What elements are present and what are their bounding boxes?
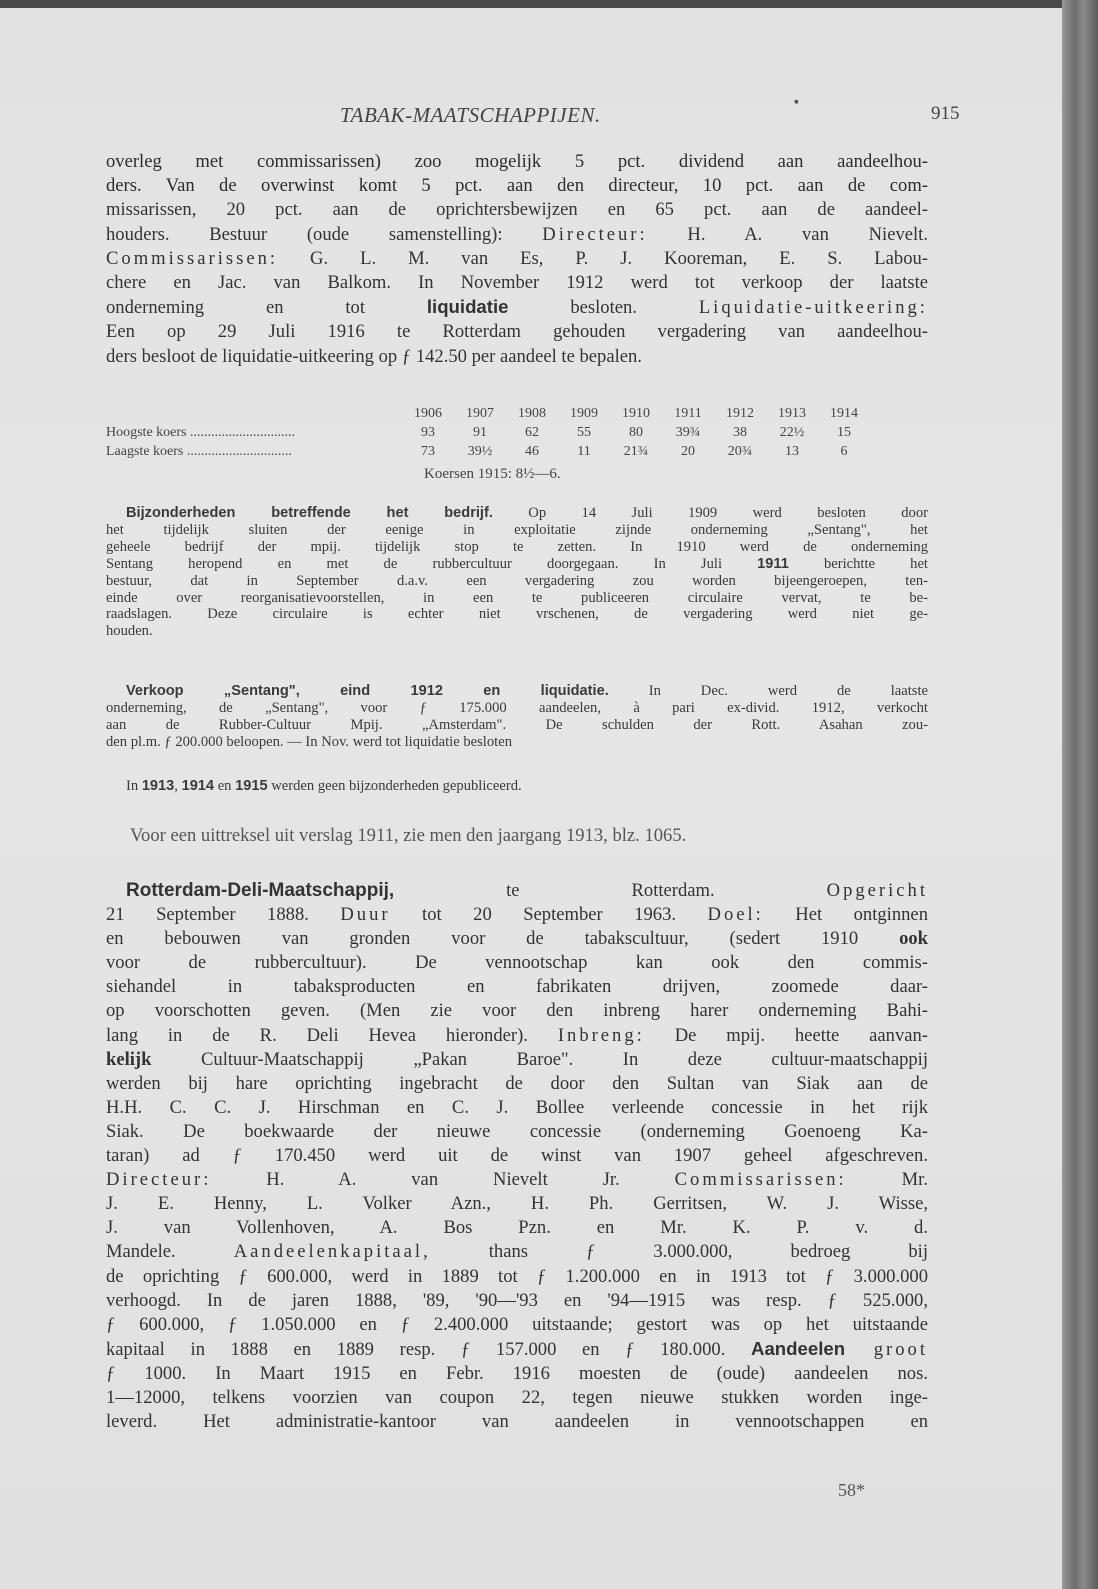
text-line: siehandel in tabaksproducten en fabrikaten drijven, zoomede daar- [106, 976, 928, 998]
row-label: Hoogste koers .............................. [106, 425, 295, 440]
label-commissarissen: Commissarissen: [674, 1169, 847, 1191]
text-line: overleg met commissarissen) zoo mogelijk 5 pct. dividend aan aandeelhou- [106, 151, 928, 172]
text-line: H.H. C. C. J. Hirschman en C. J. Bollee verleende concessie in het rijk [106, 1096, 928, 1118]
text-line: aan de Rubber-Cultuur Mpij. „Amsterdam". De schulden der Rott. Asahan zou- [106, 716, 928, 733]
section-heading: Verkoop „Sentang", eind 1912 en liquidatie. [126, 683, 609, 699]
table-cell: 21¾ [623, 444, 649, 459]
section-heading: Bijzonderheden betreffende het bedrijf. [126, 505, 493, 521]
text-line: Commissarissen: G. L. M. van Es, P. J. Kooreman, E. S. Labou- [106, 247, 928, 269]
paragraph-bijzonderheden [106, 505, 928, 640]
text-line: Een op 29 Juli 1916 te Rotterdam gehouden vergadering van aandeelhou- [106, 321, 928, 343]
text-line: lang in de R. Deli Hevea hieronder). Inbreng: De mpij. heette aanvan- [106, 1024, 928, 1046]
table-footnote: Koersen 1915: 8½—6. [424, 466, 561, 482]
text-line: verhoogd. In de jaren 1888, '89, '90—'93 en '94—1915 was resp. ƒ 525.000, [106, 1289, 928, 1311]
label-opgericht: Opgericht [826, 880, 928, 901]
text-line: raadslagen. Deze circulaire is echter niet vrschenen, de vergadering werd niet ge- [106, 606, 928, 623]
running-head-title: TABAK-MAATSCHAPPIJEN. [340, 103, 601, 127]
table-cell: 13 [785, 444, 799, 459]
text-line: ders besloot de liquidatie-uitkeering op ƒ 142.50 per aandeel te bepalen. [106, 345, 642, 367]
text-line: Siak. De boekwaarde der nieuwe concessie (onderneming Goenoeng Ka- [106, 1120, 928, 1142]
text-line: Mandele. Aandeelenkapitaal, thans ƒ 3.000.000, bedroeg bij [106, 1241, 928, 1263]
paragraph-verkoop-sentang [106, 683, 928, 751]
label-liquidatie-uitkeering: Liquidatie-uitkeering: [698, 297, 928, 319]
table-cell: 38 [733, 425, 747, 440]
scan-top-border [0, 0, 1098, 8]
text-line: en bebouwen van gronden voor de tabakscultuur, (sedert 1910 ook [106, 928, 928, 950]
text-line: ƒ 1000. In Maart 1915 en Febr. 1916 moesten de (oude) aandeelen nos. [106, 1362, 928, 1384]
text-line: geheele bedrijf der mpij. tijdelijk stop te zetten. In 1910 werd de onderneming [106, 538, 928, 555]
text-line: taran) ad ƒ 170.450 werd uit de winst van 1907 geheel afgeschreven. [106, 1145, 928, 1167]
text-line: werden bij hare oprichting ingebracht de door den Sultan van Siak aan de [106, 1072, 928, 1094]
text-line: houders. Bestuur (oude samenstelling): Directeur: H. A. van Nievelt. [106, 223, 928, 245]
text-line: kelijk Cultuur-Maatschappij „Pakan Baroe". In deze cultuur-maatschappij [106, 1048, 928, 1070]
table-row-laagste [106, 444, 916, 463]
table-cell: 20 [681, 444, 695, 459]
text-line: einde over reorganisatievoorstellen, in een te publiceeren circulaire vervat, te be- [106, 589, 928, 606]
paragraph-reference [130, 824, 928, 848]
text-line: Rotterdam-Deli-Maatschappij, te Rotterdam. Opgericht [126, 880, 928, 901]
text-line: J. E. Henny, L. Volker Azn., H. Ph. Gerritsen, W. J. Wisse, [106, 1193, 928, 1215]
text-line: In 1913, 1914 en 1915 werden geen bijzonderheden gepubliceerd. [126, 778, 522, 794]
table-cell: 91 [473, 425, 487, 440]
text-line: Bijzonderheden betreffende het bedrijf. Op 14 Juli 1909 werd besloten door [126, 505, 928, 521]
table-cell: 20¾ [727, 444, 753, 459]
table-cell: 22½ [779, 425, 805, 440]
text-line: houden. [106, 623, 153, 640]
text-line: voor de rubbercultuur). De vennootschap kan ook den commis- [106, 952, 928, 974]
year-header: 1907 [466, 406, 494, 421]
text-line: het tijdelijk sluiten der eenige in exploitatie zijnde onderneming „Sentang", het [106, 521, 928, 538]
label-inbreng: Inbreng: [557, 1024, 645, 1046]
year-header: 1913 [778, 406, 806, 421]
company-heading: Rotterdam-Deli-Maatschappij, [126, 880, 395, 901]
text-line: de oprichting ƒ 600.000, werd in 1889 tot ƒ 1.200.000 en in 1913 tot ƒ 3.000.000 [106, 1265, 928, 1287]
table-row-hoogste [106, 425, 916, 444]
text-line: missarissen, 20 pct. aan de oprichtersbewijzen en 65 pct. aan de aandeel- [106, 199, 928, 221]
text-line: Voor een uittreksel uit verslag 1911, zie men den jaargang 1913, blz. 1065. [130, 825, 687, 846]
table-cell: 39½ [467, 444, 493, 459]
year-header: 1910 [622, 406, 650, 421]
text-line: leverd. Het administratie-kantoor van aandeelen in vennootschappen en [106, 1411, 928, 1433]
text-line: op voorschotten geven. (Men zie voor den inbreng harer onderneming Bahi- [106, 1000, 928, 1022]
paragraph-dividend-bestuur [106, 150, 928, 369]
koersen-table [106, 406, 916, 482]
table-cell: 73 [421, 444, 435, 459]
label-directeur: Directeur: [542, 223, 648, 245]
table-cell: 6 [840, 444, 848, 459]
text-line: ƒ 600.000, ƒ 1.050.000 en ƒ 2.400.000 uitstaande; gestort was op het uitstaande [106, 1313, 928, 1335]
text-line: 21 September 1888. Duur tot 20 September 1963. Doel: Het ontginnen [106, 904, 928, 926]
table-cell: 39¾ [675, 425, 701, 440]
year-header: 1911 [674, 406, 702, 421]
text-line: bestuur, dat in September d.a.v. een vergadering zou worden bijeengeroepen, ten- [106, 572, 928, 589]
paragraph-no-details [126, 778, 948, 795]
table-cell: 80 [629, 425, 643, 440]
table-cell: 55 [577, 425, 591, 440]
scan-right-edge [1062, 0, 1098, 1589]
document-page [0, 8, 1062, 1589]
table-header-row [106, 406, 916, 425]
text-line: 1—12000, telkens voorzien van coupon 22, tegen nieuwe stukken worden inge- [106, 1386, 928, 1408]
text-line: ders. Van de overwinst komt 5 pct. aan den directeur, 10 pct. aan de com- [106, 175, 928, 197]
text-line: Verkoop „Sentang", eind 1912 en liquidatie. In Dec. werd de laatste [126, 683, 928, 699]
row-label: Laagste koers .............................. [106, 444, 292, 459]
label-doel: Doel: [707, 904, 764, 926]
label-duur: Duur [340, 904, 391, 926]
table-cell: 15 [837, 425, 851, 440]
label-aandeelenkapitaal: Aandeelenkapitaal, [233, 1241, 431, 1263]
year-header: 1912 [726, 406, 754, 421]
table-cell: 46 [525, 444, 539, 459]
year-header: 1909 [570, 406, 598, 421]
text-line: Directeur: H. A. van Nievelt Jr. Commissarissen: Mr. [106, 1169, 928, 1191]
keyword-liquidatie: liquidatie [426, 296, 509, 318]
text-line: den pl.m. ƒ 200.000 beloopen. — In Nov. werd tot liquidatie besloten [106, 733, 512, 750]
text-line: onderneming en tot liquidatie besloten. Liquidatie-uitkeering: [106, 296, 928, 319]
text-line: onderneming, de „Sentang", voor ƒ 175.000 aandeelen, à pari ex-divid. 1912, verkocht [106, 699, 928, 716]
year-header: 1906 [414, 406, 442, 421]
text-line: kapitaal in 1888 en 1889 resp. ƒ 157.000 en ƒ 180.000. Aandeelen groot [106, 1337, 928, 1360]
entry-rotterdam-deli-maatschappij [106, 879, 928, 1434]
year-header: 1908 [518, 406, 546, 421]
print-mark-icon: ▪ [794, 95, 799, 110]
text-line: chere en Jac. van Balkom. In November 1912 werd tot verkoop der laatste [106, 272, 928, 294]
label-commissarissen: Commissarissen: [106, 247, 279, 269]
table-cell: 93 [421, 425, 435, 440]
text-line: Sentang heropend en met de rubbercultuur doorgegaan. In Juli 1911 berichtte het [106, 555, 928, 572]
running-head [0, 95, 1062, 133]
signature-mark: 58* [838, 1480, 865, 1500]
table-cell: 62 [525, 425, 539, 440]
label-directeur: Directeur: [106, 1169, 212, 1191]
year-header: 1914 [830, 406, 858, 421]
keyword-aandeelen: Aandeelen [751, 1337, 846, 1359]
page-number: 915 [931, 103, 960, 124]
table-cell: 11 [577, 444, 591, 459]
text-line: J. van Vollenhoven, A. Bos Pzn. en Mr. K. P. v. d. [106, 1217, 928, 1239]
